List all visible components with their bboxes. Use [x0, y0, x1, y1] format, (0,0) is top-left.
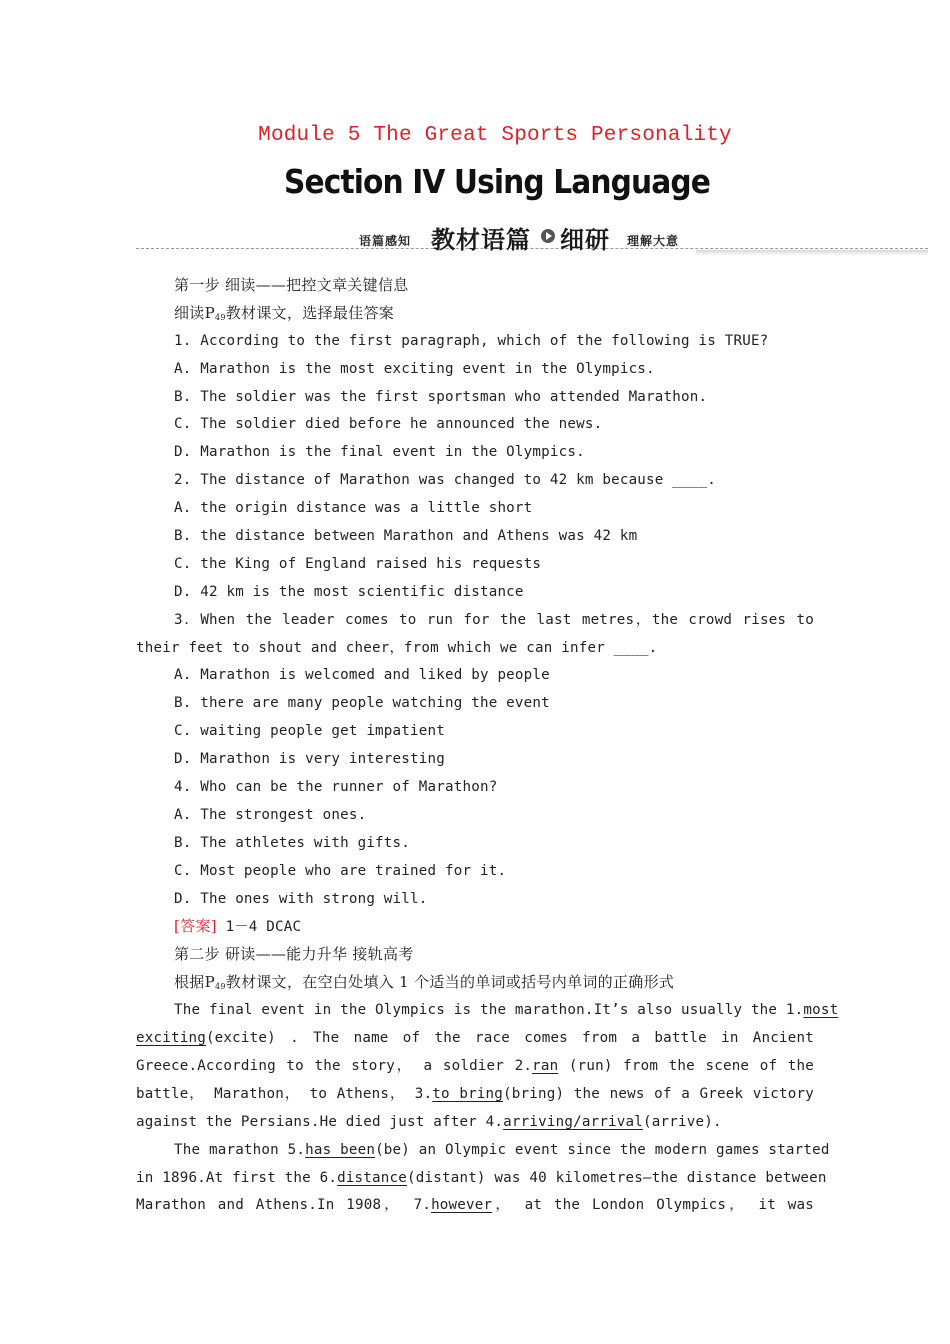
question-1-stem: 1. According to the first paragraph, which of the following is TRUE? [174, 332, 769, 349]
question-4-option-d: D. The ones with strong will. [174, 890, 428, 907]
question-1-option-d: D. Marathon is the final event in the Olympics. [174, 444, 585, 461]
passage-p2-line3: Marathon and Athens.In 1908， 7.however， at the London Olympics， it was [136, 1197, 814, 1214]
question-3-stem-line2: their feet to shout and cheer，from which we can infer ____. [136, 639, 658, 656]
blank-6-answer: distance [337, 1169, 407, 1186]
module-title: Module 5 The Great Sports Personality [258, 124, 732, 147]
blank-1-answer: most [803, 1002, 839, 1019]
question-2-option-b: B. the distance between Marathon and Athens was 42 km [174, 528, 638, 545]
question-2-option-a: A. the origin distance was a little short [174, 500, 533, 517]
answer-line [136, 913, 814, 941]
question-3-stem-line1: 3．When the leader comes to run for the last metres，the crowd rises to [174, 611, 814, 628]
blank-5-answer: has been [305, 1141, 376, 1158]
question-3-option-c: C. waiting people get impatient [174, 723, 445, 740]
blank-2-answer: ran [532, 1057, 559, 1074]
banner-left-label: 语篇感知 [359, 234, 412, 248]
passage-p1-line3: Greece.According to the story， a soldier 2.ran (run) from the scene of the [136, 1057, 815, 1074]
question-3-option-a: A. Marathon is welcomed and liked by people [174, 667, 550, 684]
question-1-option-a: A. Marathon is the most exciting event in the Olympics. [174, 360, 655, 377]
main-content [136, 272, 839, 1220]
step2-instruction: 根据$P_{49}$教材课文，在空白处填入 1 个适当的单词或括号内单词的正确形式 [174, 973, 675, 992]
question-4-option-b: B. The athletes with gifts. [174, 834, 411, 851]
question-3-option-b: B. there are many people watching the event [174, 695, 550, 712]
banner-divider [136, 248, 928, 249]
blank-7-answer: however [431, 1197, 493, 1214]
step1-instruction: 细读$P_{49}$教材课文，选择最佳答案 [174, 303, 395, 322]
passage-p1-line4: battle， Marathon， to Athens， 3.to bring(bring) the news of a Greek victory [136, 1085, 814, 1102]
blank-1-answer-cont: exciting [136, 1030, 206, 1047]
passage-p2-line2: in 1896.At first the 6.distance(distant) was 40 kilometres—the distance between [136, 1169, 827, 1186]
question-4-option-a: A. The strongest ones. [174, 806, 367, 823]
passage-p1-line2: exciting(excite) . The name of the race comes from a battle in Ancient [136, 1030, 814, 1047]
question-3-option-d: D. Marathon is very interesting [174, 751, 445, 768]
question-2-option-c: C. the King of England raised his requests [174, 555, 542, 572]
step2-title: 第二步 研读——能力升华 接轨高考 [174, 945, 414, 964]
answer-text: 1－4 DCAC [216, 919, 302, 936]
section-banner [136, 218, 928, 258]
question-2-option-d: D. 42 km is the most scientific distance [174, 583, 524, 600]
passage-p2-line1: The marathon 5.has been(be) an Olympic event since the modern games started [174, 1141, 830, 1158]
banner-shade [696, 250, 928, 256]
circle-arrow-icon [541, 229, 555, 243]
section-title: Section IV Using Language [284, 162, 710, 201]
blank-3-answer: to bring [432, 1085, 504, 1102]
banner-right-label: 理解大意 [627, 234, 680, 248]
answer-label: [答案] [174, 917, 217, 936]
question-4-stem: 4. Who can be the runner of Marathon? [174, 779, 498, 796]
banner-main-title: 教材语篇 [431, 226, 531, 254]
question-4-option-c: C. Most people who are trained for it. [174, 862, 507, 879]
passage-p1-line1: The final event in the Olympics is the marathon.It’s also usually the 1.most [174, 1002, 839, 1019]
question-1-option-c: C. The soldier died before he announced the news. [174, 416, 603, 433]
passage-p1-line5: against the Persians.He died just after 4.arriving/arrival(arrive). [136, 1113, 722, 1130]
banner-main-title-2: 细研 [560, 226, 610, 254]
step1-title: 第一步 细读——把控文章关键信息 [174, 276, 409, 294]
question-2-stem: 2. The distance of Marathon was changed to 42 km because ____. [174, 472, 716, 489]
blank-4-answer: arriving/arrival [503, 1113, 644, 1130]
question-1-option-b: B. The soldier was the first sportsman who attended Marathon. [174, 388, 708, 405]
